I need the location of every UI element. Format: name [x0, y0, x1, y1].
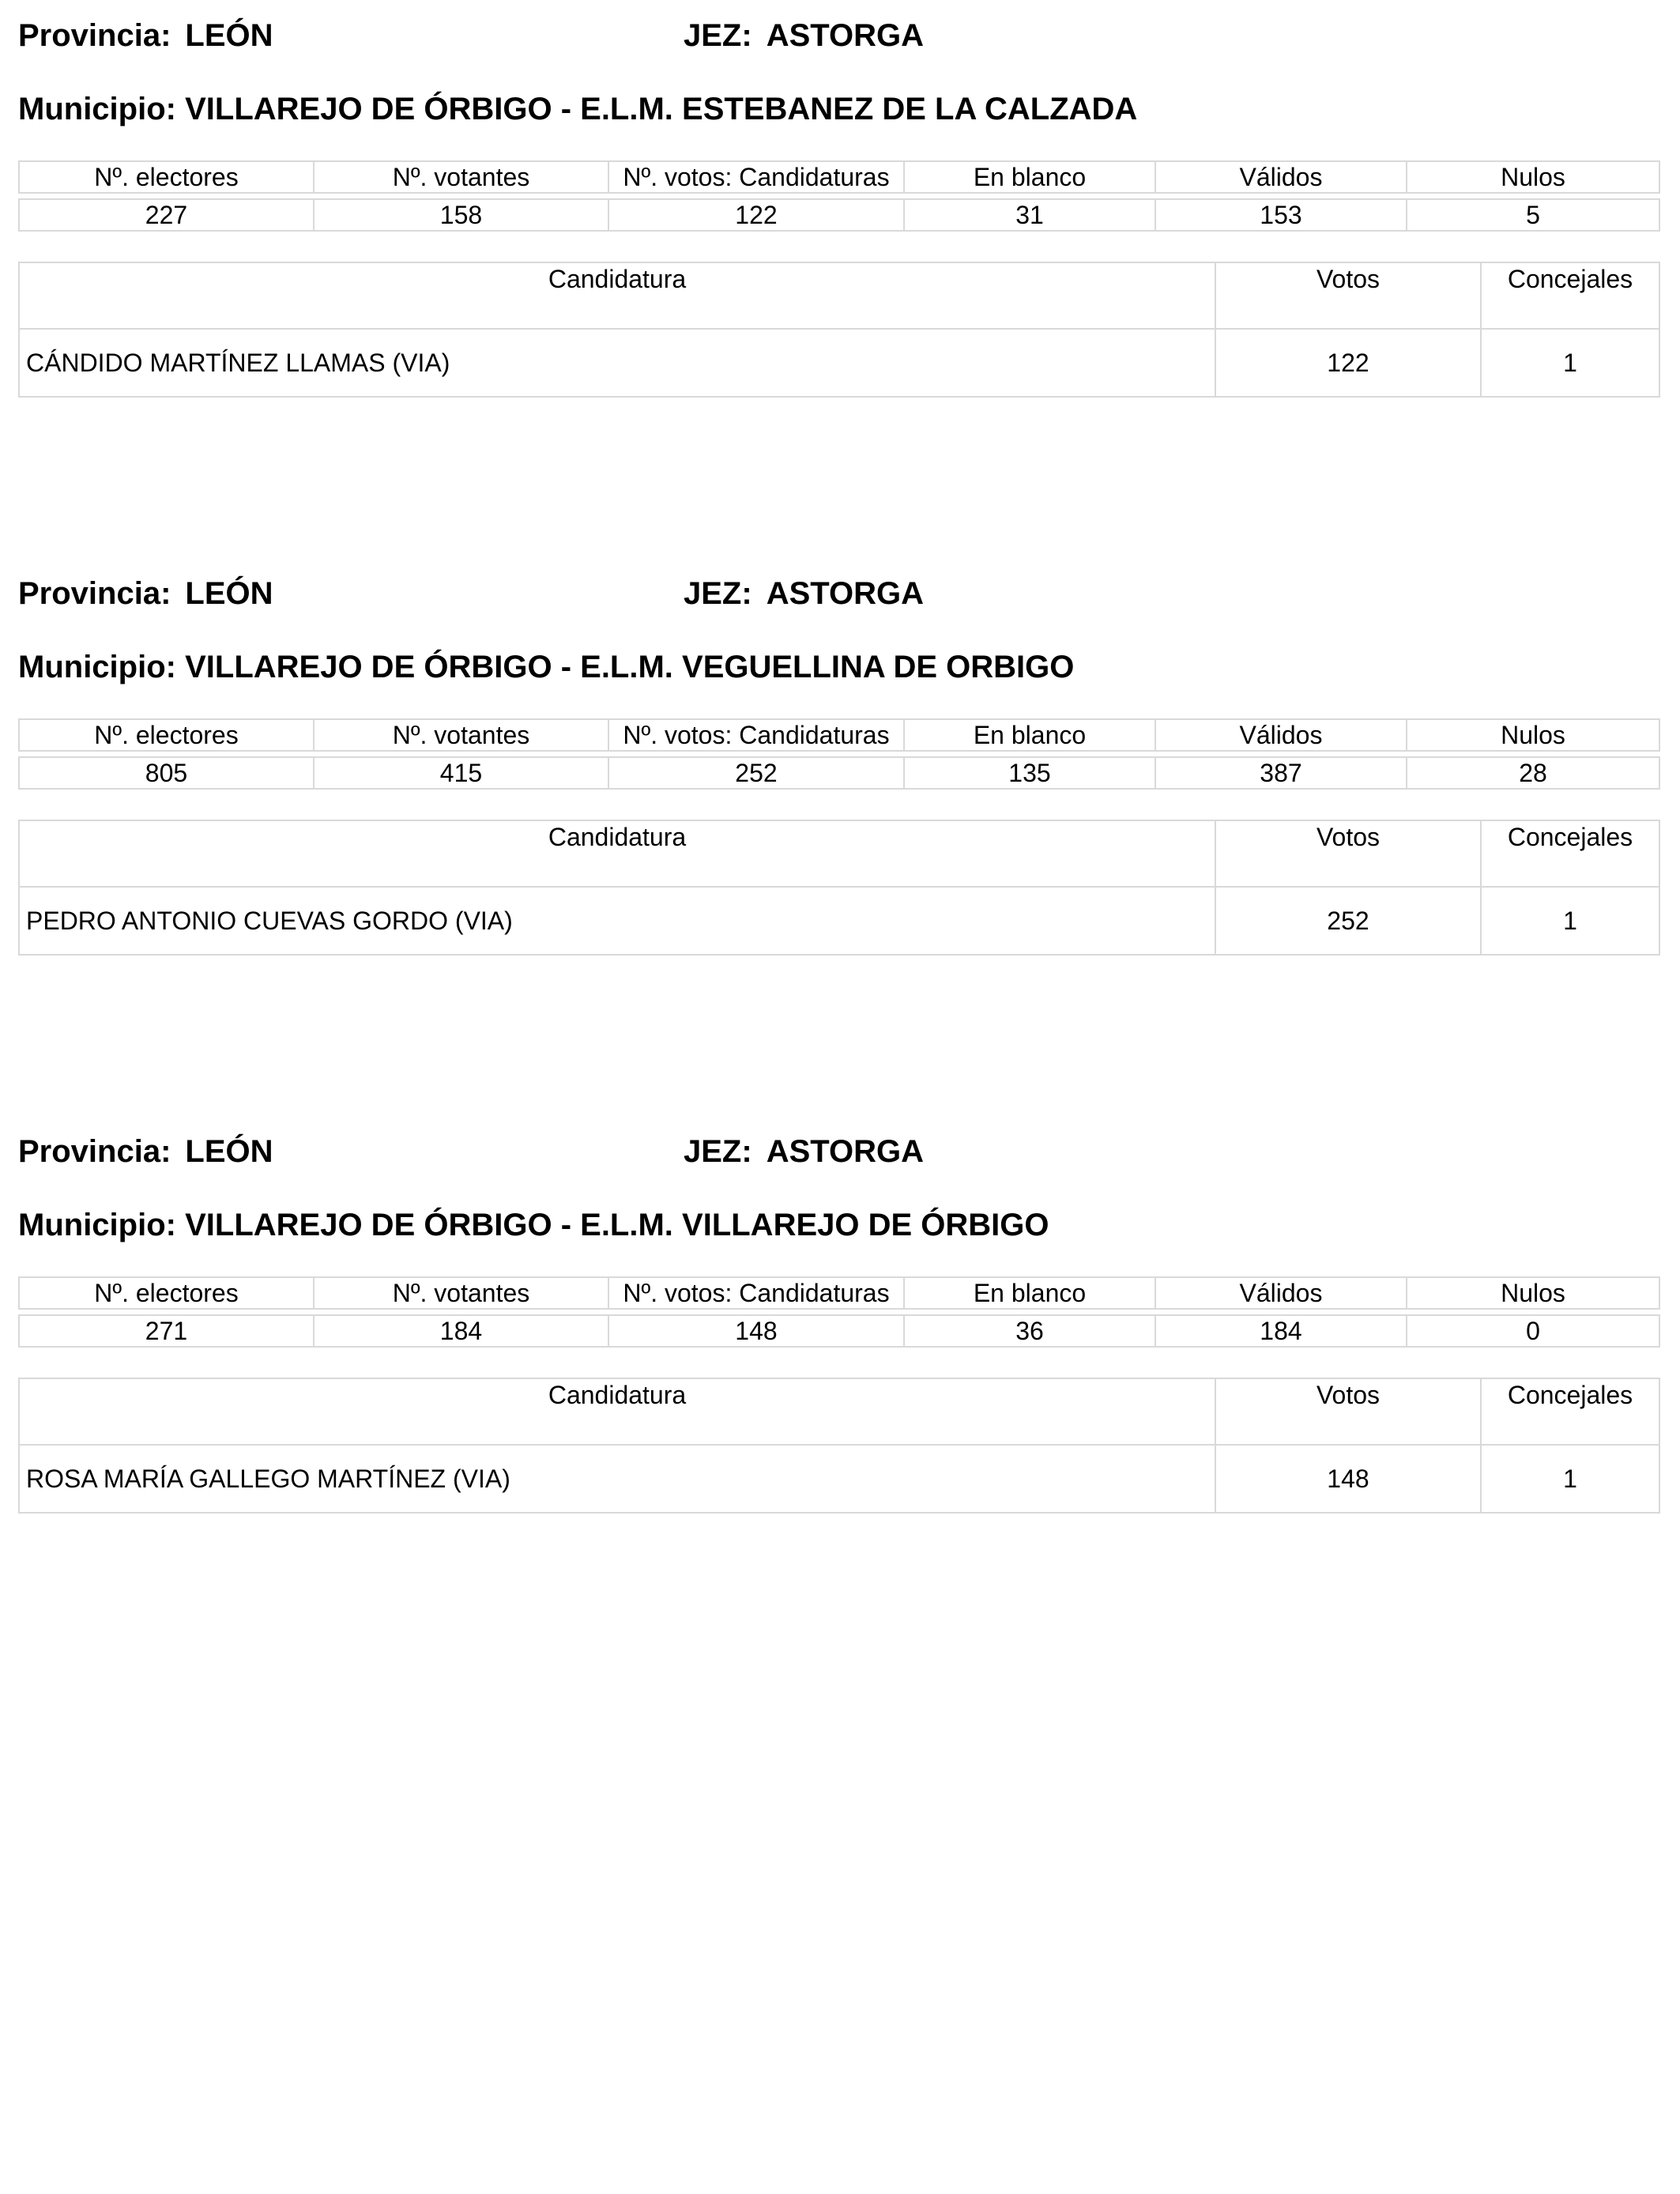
candidates-header-row [19, 1378, 1659, 1445]
stats-value-nulos: 5 [1407, 199, 1659, 231]
candidates-table [18, 262, 1660, 398]
stats-value-en-blanco: 31 [904, 199, 1155, 231]
candidates-header-candidatura: Candidatura [19, 262, 1215, 329]
stats-header-electores: Nº. electores [19, 719, 314, 751]
provincia-line [18, 1133, 273, 1170]
stats-header-votos-candidaturas: Nº. votos: Candidaturas [608, 719, 904, 751]
stats-gap-row [19, 751, 1659, 757]
candidates-header-votos: Votos [1215, 1378, 1481, 1445]
stats-header-validos: Válidos [1155, 719, 1407, 751]
stats-value-nulos: 28 [1407, 757, 1659, 789]
municipio-label: Municipio: [18, 1208, 176, 1242]
municipio-value: VILLAREJO DE ÓRBIGO - E.L.M. ESTEBANEZ DE LA CALZADA [185, 92, 1138, 126]
stats-value-row [19, 1315, 1659, 1347]
stats-value-nulos: 0 [1407, 1315, 1659, 1347]
jez-value: ASTORGA [766, 18, 924, 53]
candidate-votos: 252 [1215, 887, 1481, 955]
stats-value-votos-candidaturas: 148 [608, 1315, 904, 1347]
stats-value-validos: 387 [1155, 757, 1407, 789]
stats-value-en-blanco: 135 [904, 757, 1155, 789]
candidate-name: CÁNDIDO MARTÍNEZ LLAMAS (VIA) [19, 329, 1215, 397]
stats-header-votos-candidaturas: Nº. votos: Candidaturas [608, 1277, 904, 1309]
provincia-value: LEÓN [185, 18, 273, 53]
municipio-line [18, 649, 1074, 685]
jez-label: JEZ: [684, 1134, 752, 1169]
candidate-row [19, 1445, 1659, 1513]
stats-header-en-blanco: En blanco [904, 719, 1155, 751]
stats-header-electores: Nº. electores [19, 161, 314, 193]
jez-label: JEZ: [684, 576, 752, 611]
candidates-header-concejales: Concejales [1481, 262, 1659, 329]
stats-header-votos-candidaturas: Nº. votos: Candidaturas [608, 161, 904, 193]
stats-header-nulos: Nulos [1407, 719, 1659, 751]
stats-value-row [19, 199, 1659, 231]
candidates-table [18, 820, 1660, 956]
stats-header-row [19, 1277, 1659, 1309]
stats-header-en-blanco: En blanco [904, 161, 1155, 193]
candidates-header-concejales: Concejales [1481, 820, 1659, 887]
stats-value-validos: 184 [1155, 1315, 1407, 1347]
candidates-header-votos: Votos [1215, 262, 1481, 329]
jez-label: JEZ: [684, 18, 752, 53]
candidate-concejales: 1 [1481, 887, 1659, 955]
stats-header-en-blanco: En blanco [904, 1277, 1155, 1309]
provincia-line [18, 17, 273, 54]
candidate-concejales: 1 [1481, 329, 1659, 397]
provincia-value: LEÓN [185, 1134, 273, 1169]
candidate-row [19, 329, 1659, 397]
result-section-2 [0, 558, 1680, 1111]
stats-value-electores: 227 [19, 199, 314, 231]
stats-gap-row [19, 193, 1659, 199]
jez-value: ASTORGA [766, 576, 924, 611]
stats-gap-row [19, 1309, 1659, 1315]
provincia-label: Provincia: [18, 1134, 171, 1169]
stats-value-electores: 805 [19, 757, 314, 789]
stats-value-votos-candidaturas: 122 [608, 199, 904, 231]
municipio-line [18, 91, 1137, 127]
municipio-line [18, 1207, 1049, 1243]
municipio-label: Municipio: [18, 650, 176, 684]
stats-value-validos: 153 [1155, 199, 1407, 231]
provincia-label: Provincia: [18, 18, 171, 53]
candidates-header-candidatura: Candidatura [19, 1378, 1215, 1445]
stats-header-votantes: Nº. votantes [314, 1277, 608, 1309]
stats-value-votantes: 184 [314, 1315, 608, 1347]
candidate-votos: 122 [1215, 329, 1481, 397]
stats-value-electores: 271 [19, 1315, 314, 1347]
stats-table [18, 1276, 1660, 1348]
stats-header-nulos: Nulos [1407, 1277, 1659, 1309]
candidates-table [18, 1378, 1660, 1514]
candidates-header-concejales: Concejales [1481, 1378, 1659, 1445]
provincia-line [18, 575, 273, 612]
stats-header-row [19, 161, 1659, 193]
stats-header-row [19, 719, 1659, 751]
candidate-name: PEDRO ANTONIO CUEVAS GORDO (VIA) [19, 887, 1215, 955]
candidates-header-row [19, 262, 1659, 329]
jez-line [684, 1133, 924, 1170]
jez-line [684, 17, 924, 54]
stats-value-votantes: 415 [314, 757, 608, 789]
candidate-concejales: 1 [1481, 1445, 1659, 1513]
stats-header-validos: Válidos [1155, 161, 1407, 193]
candidates-header-votos: Votos [1215, 820, 1481, 887]
jez-value: ASTORGA [766, 1134, 924, 1169]
stats-table [18, 160, 1660, 232]
stats-value-row [19, 757, 1659, 789]
stats-value-votos-candidaturas: 252 [608, 757, 904, 789]
candidates-header-row [19, 820, 1659, 887]
stats-table [18, 718, 1660, 790]
result-section-1 [0, 0, 1680, 553]
result-section-3 [0, 1116, 1680, 1669]
stats-header-votantes: Nº. votantes [314, 719, 608, 751]
candidate-name: ROSA MARÍA GALLEGO MARTÍNEZ (VIA) [19, 1445, 1215, 1513]
municipio-value: VILLAREJO DE ÓRBIGO - E.L.M. VEGUELLINA DE ORBIGO [185, 650, 1075, 684]
municipio-label: Municipio: [18, 92, 176, 126]
candidate-votos: 148 [1215, 1445, 1481, 1513]
stats-header-validos: Válidos [1155, 1277, 1407, 1309]
stats-header-nulos: Nulos [1407, 161, 1659, 193]
municipio-value: VILLAREJO DE ÓRBIGO - E.L.M. VILLAREJO DE ÓRBIGO [185, 1208, 1049, 1242]
stats-value-en-blanco: 36 [904, 1315, 1155, 1347]
candidate-row [19, 887, 1659, 955]
candidates-header-candidatura: Candidatura [19, 820, 1215, 887]
jez-line [684, 575, 924, 612]
provincia-label: Provincia: [18, 576, 171, 611]
stats-value-votantes: 158 [314, 199, 608, 231]
stats-header-votantes: Nº. votantes [314, 161, 608, 193]
stats-header-electores: Nº. electores [19, 1277, 314, 1309]
provincia-value: LEÓN [185, 576, 273, 611]
